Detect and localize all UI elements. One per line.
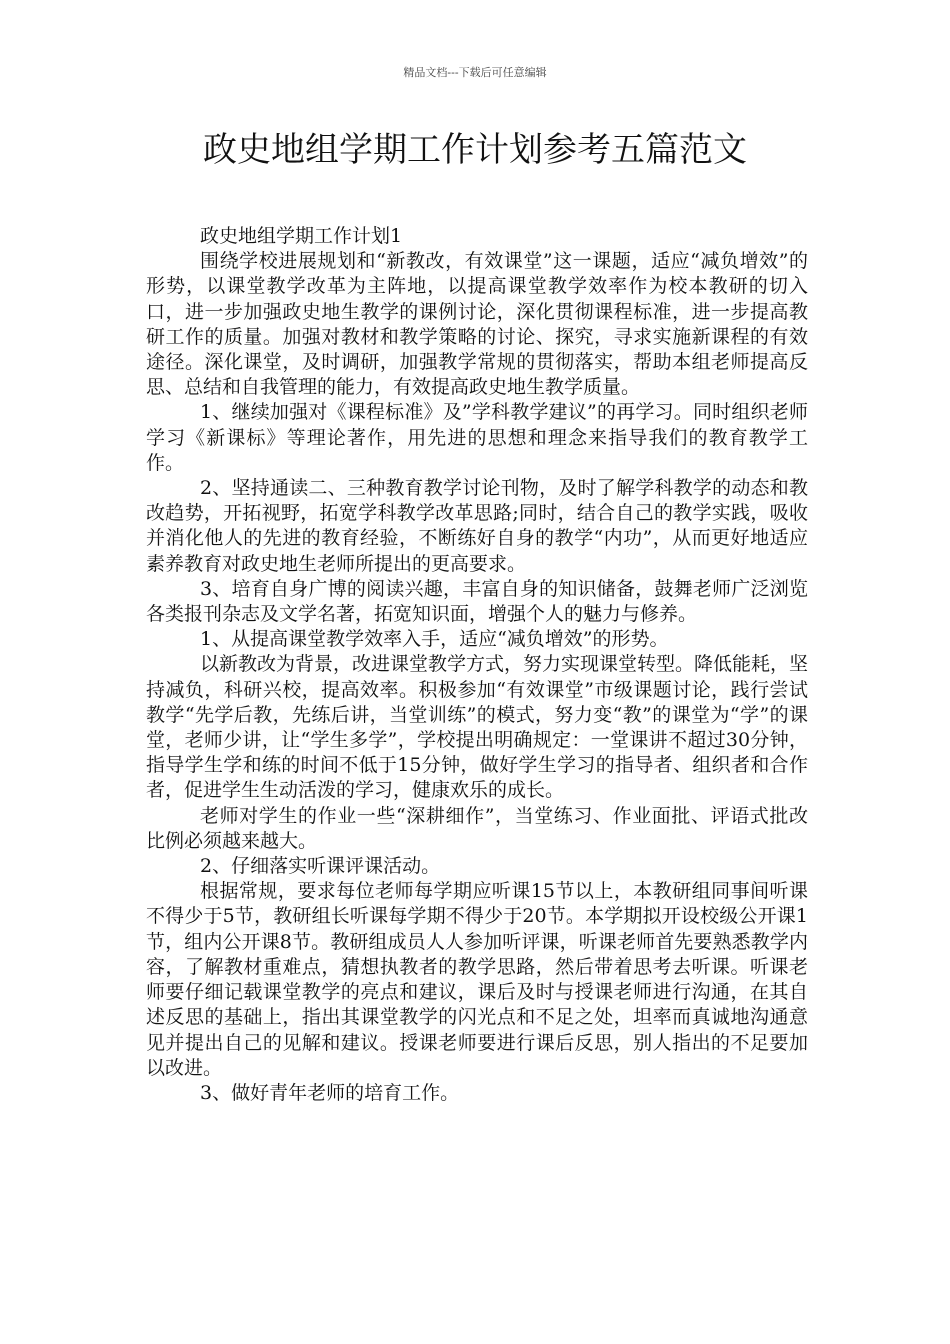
paragraph: 根据常规，要求每位老师每学期应听课15节以上，本教研组同事间听课不得少于5节，教研组长听课每学期不得少于20节。本学期拟开设校级公开课1节，组内公开课8节。教研组成员人人参加听评课，听课老师首先要熟悉教学内容，了解教材重难点，猜想执教者的教学思路，然后带着思考去听课。听课老师要仔细记载课堂教学的亮点和建议，课后及时与授课老师进行沟通，在其自述反思的基础上，指出其课堂教学的闪光点和不足之处，坦率而真诚地沟通意见并提出自己的见解和建议。授课老师要进行课后反思，别人指出的不足要加以改进。 xyxy=(146,880,808,1079)
paragraph: 1、继续加强对《课程标准》及”学科教学建议”的再学习。同时组织老师学习《新课标》等理论著作，用先进的思想和理念来指导我们的教育教学工作。 xyxy=(146,401,808,474)
paragraph: 3、培育自身广博的阅读兴趣，丰富自身的知识储备，鼓舞老师广泛浏览各类报刊杂志及文学名著，拓宽知识面，增强个人的魅力与修养。 xyxy=(146,577,808,626)
document-title: 政史地组学期工作计划参考五篇范文 xyxy=(203,130,747,170)
section-subtitle: 政史地组学期工作计划1 xyxy=(200,225,403,247)
paragraph: 2、坚持通读二、三种教育教学讨论刊物，及时了解学科教学的动态和教改趋势，开拓视野，拓宽学科教学改革思路;同时，结合自己的教学实践，吸收并消化他人的先进的教育经验，不断练好自身的教学“内功”，从而更好地适应素养教育对政史地生老师所提出的更高要求。 xyxy=(146,477,808,575)
paragraph: 3、做好青年老师的培育工作。 xyxy=(200,1081,460,1104)
paragraph: 以新教改为背景，改进课堂教学方式，努力实现课堂转型。降低能耗，坚持减负，科研兴校，提高效率。积极参加“有效课堂”市级课题讨论，践行尝试教学“先学后教，先练后讲，当堂训练”的模式，努力变“教”的课堂为“学”的课堂，老师少讲，让“学生多学”，学校提出明确规定：一堂课讲不超过30分钟，指导学生学和练的时间不低于15分钟，做好学生学习的指导者、组织者和合作者，促进学生生动活泼的学习，健康欢乐的成长。 xyxy=(146,653,809,802)
paragraph: 围绕学校进展规划和“新教改，有效课堂”这一课题，适应“减负增效”的形势，以课堂教学改革为主阵地，以提高课堂教学效率作为校本教研的切入口，进一步加强政史地生教学的课例讨论，深化贯彻课程标准，进一步提高教研工作的质量。加强对教材和教学策略的讨论、探究，寻求实施新课程的有效途径。深化课堂，及时调研，加强教学常规的贯彻落实，帮助本组老师提高反思、总结和自我管理的能力，有效提高政史地生教学质量。 xyxy=(146,250,808,399)
paragraph: 2、仔细落实听课评课活动。 xyxy=(200,855,441,878)
paragraph: 老师对学生的作业一些“深耕细作”，当堂练习、作业面批、评语式批改比例必须越来越大。 xyxy=(146,804,808,852)
paragraph: 1、从提高课堂教学效率入手，适应“减负增效”的形势。 xyxy=(200,628,669,651)
page-header: 精品文档---下载后可任意编辑 xyxy=(403,66,547,79)
document-body xyxy=(146,224,808,1106)
